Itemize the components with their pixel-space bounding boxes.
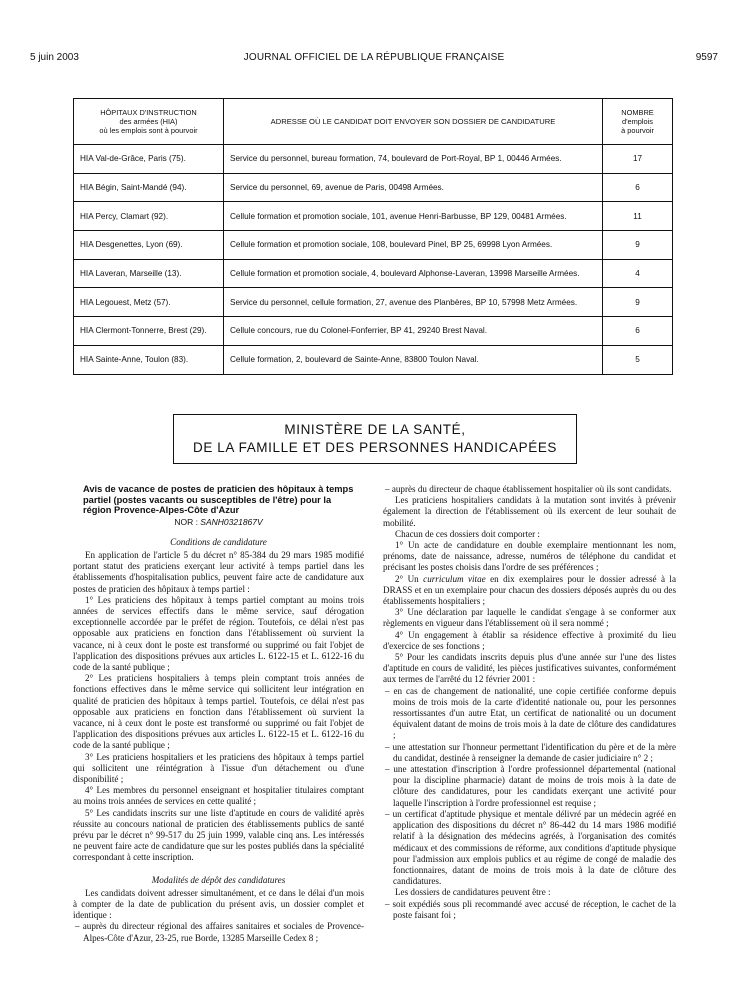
- table-row: [74, 345, 673, 374]
- dash-item: – un certificat d'aptitude physique et mentale délivré par un médecin agréé en application des dispositions du décret n° 86-442 du 14 mars 1986 modifié relatif à la désignation des médecins agréés, à l'organisation des comités médicaux et des commissions de réforme, aux conditions d'aptitude physique pour l'admission aux emplois publics et au régime de congé de maladie des fonctionnaires, datant de moins de trois mois à la date de clôture des candidatures.: [385, 808, 676, 887]
- text-span: en dix exemplaires pour le dossier adressé à la DRASS et en un exemplaire pour chacun des dossiers déposés auprès du ou des établissements hospitaliers ;: [383, 573, 676, 607]
- paragraph: 4° Les membres du personnel enseignant et hospitalier titulaires comptant au moins trois années de services en cette qualité ;: [73, 785, 364, 807]
- paragraph: Les candidats doivent adresser simultanément, et ce dans le délai d'un mois à compter de la date de publication du présent avis, un dossier complet et identique :: [73, 887, 364, 921]
- dash-item: – une attestation d'inscription à l'ordre professionnel départemental (national pour la discipline pharmacie) datant de moins de trois mois à la date de clôture des candidatures, pour les candidats exerçant une activité pour laquelle l'inscription à l'ordre professionnel est requise ;: [385, 764, 676, 808]
- table-row: [74, 288, 673, 317]
- count-cell: 5: [603, 345, 673, 374]
- hia-cell: HIA Desgenettes, Lyon (69).: [74, 231, 224, 260]
- address-cell: Service du personnel, cellule formation, 27, avenue des Planbères, BP 10, 57998 Metz Armées.: [224, 288, 603, 317]
- count-cell: 9: [603, 231, 673, 260]
- count-cell: 6: [603, 173, 673, 202]
- column-header-line: des armées (HIA): [119, 117, 178, 126]
- address-cell: Service du personnel, 69, avenue de Paris, 00498 Armées.: [224, 173, 603, 202]
- paragraph: 5° Pour les candidats inscrits depuis plus d'une année sur l'une des listes d'aptitude en cours de validité, les pièces justificatives suivantes, conformément aux termes de l'arrêté du 12 février 2001 :: [383, 652, 676, 685]
- count-cell: 17: [603, 145, 673, 174]
- table-header-row: [74, 99, 673, 145]
- dash-item: – en cas de changement de nationalité, une copie certifiée conforme depuis moins de trois mois de la carte d'identité nationale ou, pour les personnes ressortissantes d'un autre Etat, un certificat de nationalité ou un document équivalent datant de moins de trois mois à la date de clôture des candidatures ;: [385, 685, 676, 741]
- hia-cell: HIA Legouest, Metz (57).: [74, 288, 224, 317]
- page-number: 9597: [695, 52, 718, 63]
- table-row: [74, 202, 673, 231]
- count-cell: 4: [603, 259, 673, 288]
- paragraph: Les dossiers de candidatures peuvent être :: [395, 887, 551, 898]
- paragraph: En application de l'article 5 du décret n° 85-384 du 29 mars 1985 modifié portant statut des praticiens exerçant leur activité à temps partiel dans les établissements d'hospitalisation publics, peuvent faire acte de candidature aux postes de praticien des hôpitaux à temps partiel :: [73, 549, 364, 594]
- column-header-line: HÔPITAUX D'INSTRUCTION: [100, 108, 197, 117]
- journal-title: JOURNAL OFFICIEL DE LA RÉPUBLIQUE FRANÇAISE: [243, 52, 505, 63]
- hia-cell: HIA Bégin, Saint-Mandé (94).: [74, 173, 224, 202]
- paragraph: [383, 574, 676, 608]
- hia-cell: HIA Laveran, Marseille (13).: [74, 259, 224, 288]
- paragraph: Chacun de ces dossiers doit comporter :: [395, 528, 540, 539]
- dash-item: – soit expédiés sous pli recommandé avec accusé de réception, le cachet de la poste faisant foi ;: [385, 898, 676, 920]
- address-cell: Cellule concours, rue du Colonel-Fonferrier, BP 41, 29240 Brest Naval.: [224, 317, 603, 346]
- paragraph: 4° Un engagement à établir sa résidence effective à proximité du lieu d'exercice de ses fonctions ;: [383, 629, 676, 651]
- text-italic: curriculum vitae: [423, 573, 486, 584]
- table-row: [74, 259, 673, 288]
- article-column-right: [383, 484, 676, 921]
- address-cell: Cellule formation et promotion sociale, 101, avenue Henri-Barbusse, BP 129, 00481 Armées.: [224, 202, 603, 231]
- column-header-line: NOMBRE: [621, 108, 654, 117]
- count-cell: 11: [603, 202, 673, 231]
- hia-cell: HIA Percy, Clamart (92).: [74, 202, 224, 231]
- paragraph: 2° Les praticiens hospitaliers à temps plein comptant trois années de fonctions effectives dans le même service qui sollicitent leur intégration en qualité de praticien des hôpitaux à temps partiel. Toutefois, ce délai n'est pas opposable aux praticiens en fonction dans l'établissement où survient la vacance, ni à ceux dont le poste est transformé ou supprimé ou fait l'objet de l'application des dispositions prévues aux articles L. 6122-15 et L. 6122-16 du code de la santé publique ;: [73, 673, 364, 751]
- paragraph: 5° Les candidats inscrits sur une liste d'aptitude en cours de validité après réussite au concours national de praticien des établissements publics de santé prévu par le décret n° 99-517 du 25 juin 1999, valable cinq ans. Les intéressés ne peuvent faire acte de candidature que sur les postes publiés dans la spécialité correspondant à cette inscription.: [73, 807, 364, 863]
- article-column-left: [73, 484, 364, 944]
- text-span: 2° Un: [395, 573, 424, 584]
- ministry-line-2: DE LA FAMILLE ET DES PERSONNES HANDICAPÉES: [192, 440, 558, 455]
- paragraph: 1° Un acte de candidature en double exemplaire mentionnant les nom, prénoms, date de naissance, adresse, numéros de téléphone du candidat et précisant les postes choisis dans l'ordre de ses préférences ;: [383, 540, 676, 573]
- nor-code: SANH0321867V: [200, 516, 263, 527]
- table-row: [74, 317, 673, 346]
- ministry-box: [173, 414, 577, 464]
- paragraph: 3° Une déclaration par laquelle le candidat s'engage à se conformer aux règlements en vigueur dans l'établissement où il sera nommé ;: [383, 607, 676, 629]
- page-header: [30, 52, 718, 68]
- dash-item: – auprès du directeur régional des affaires sanitaires et sociales de Provence-Alpes-Côte d'Azur, 23-25, rue Borde, 13285 Marseille Cedex 8 ;: [75, 921, 364, 943]
- paragraph: Les praticiens hospitaliers candidats à la mutation sont invités à prévenir également la direction de l'établissement où ils exercent de leur souhait de mobilité.: [383, 495, 676, 528]
- address-cell: Cellule formation, 2, boulevard de Sainte-Anne, 83800 Toulon Naval.: [224, 345, 603, 374]
- column-header-line: à pourvoir: [621, 126, 654, 135]
- dash-item: – une attestation sur l'honneur permettant l'identification du père et de la mère du candidat, destinée à renseigner la demande de casier judiciaire n° 2 ;: [385, 741, 676, 763]
- column-header-line: où les emplois sont à pourvoir: [99, 126, 198, 135]
- issue-date: 5 juin 2003: [30, 52, 79, 63]
- ministry-line-1: MINISTÈRE DE LA SANTÉ,: [284, 422, 466, 437]
- nor-reference: [73, 517, 364, 528]
- section-heading: Modalités de dépôt des candidatures: [151, 874, 286, 885]
- table-row: [74, 231, 673, 260]
- count-cell: 6: [603, 317, 673, 346]
- table-row: [74, 173, 673, 202]
- nor-label: NOR :: [174, 516, 201, 527]
- paragraph: 1° Les praticiens des hôpitaux à temps partiel comptant au moins trois années de services effectifs dans le même service, sauf dérogation exceptionnelle accordée par le préfet de région. Toutefois, ce délai n'est pas opposable aux praticiens en fonction dans l'établissement où survient la vacance, ni à ceux dont le poste est transformé ou supprimé ou fait l'objet de l'application des dispositions prévues aux articles L. 6122-15 et L. 6122-16 du code de la santé publique ;: [73, 594, 364, 672]
- hia-cell: HIA Clermont-Tonnerre, Brest (29).: [74, 317, 224, 346]
- hia-cell: HIA Sainte-Anne, Toulon (83).: [74, 345, 224, 374]
- address-cell: Service du personnel, bureau formation, 74, boulevard de Port-Royal, BP 1, 00446 Armées.: [224, 145, 603, 174]
- article-title: Avis de vacance de postes de praticien des hôpitaux à temps partiel (postes vacants ou susceptibles de l'être) pour la région Provence-Alpes-Côte d'Azur: [83, 484, 354, 515]
- hia-table: [73, 98, 673, 375]
- count-cell: 9: [603, 288, 673, 317]
- paragraph: 3° Les praticiens hospitaliers et les praticiens des hôpitaux à temps partiel qui sollicitent une réintégration à l'issue d'un détachement ou d'une disponibilité ;: [73, 751, 364, 784]
- address-cell: Cellule formation et promotion sociale, 4, boulevard Alphonse-Laveran, 13998 Marseille Armées.: [224, 259, 603, 288]
- section-heading: Conditions de candidature: [170, 536, 267, 547]
- table-row: [74, 145, 673, 174]
- column-header-adresse: ADRESSE OÙ LE CANDIDAT DOIT ENVOYER SON DOSSIER DE CANDIDATURE: [224, 99, 603, 145]
- address-cell: Cellule formation et promotion sociale, 108, boulevard Pinel, BP 25, 69998 Lyon Armées.: [224, 231, 603, 260]
- column-header-line: d'emplois: [622, 117, 653, 126]
- column-header-nombre: [603, 99, 673, 145]
- dash-item: – auprès du directeur de chaque établissement hospitalier où ils sont candidats.: [385, 484, 672, 494]
- hia-cell: HIA Val-de-Grâce, Paris (75).: [74, 145, 224, 174]
- column-header-hia: [74, 99, 224, 145]
